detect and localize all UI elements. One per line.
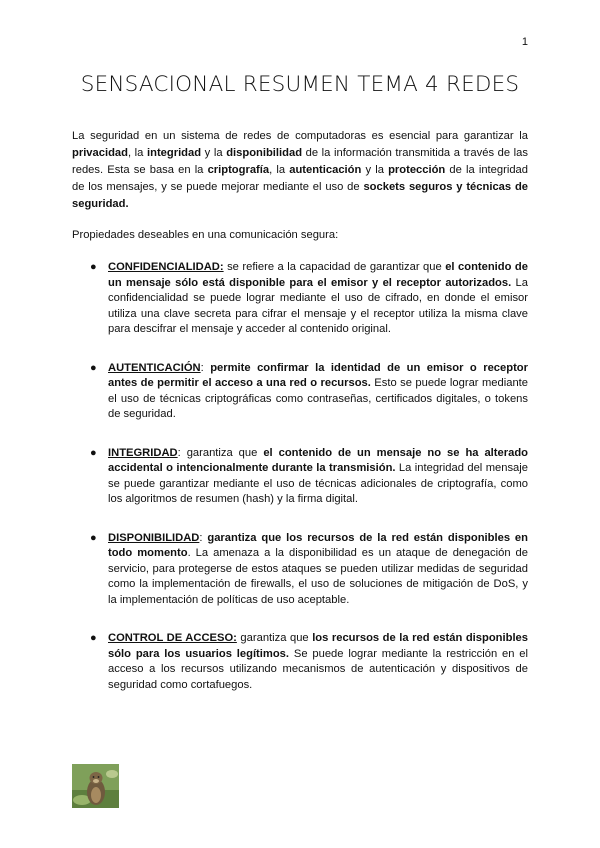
item-term: CONTROL DE ACCESO: xyxy=(108,632,237,644)
list-item-integridad xyxy=(90,446,528,508)
item-text: se refiere a la capacidad de garantizar que xyxy=(223,261,446,273)
item-term: CONFIDENCIALIDAD: xyxy=(108,261,224,273)
intro-keyword: integridad xyxy=(147,147,202,159)
bullet-icon: ● xyxy=(90,261,97,273)
list-item-autenticacion xyxy=(90,361,528,423)
marmot-thumbnail-image xyxy=(72,764,119,808)
bullet-icon: ● xyxy=(90,531,97,544)
item-bold-text: garantiza que los recursos de la red están disponibles en todo momento xyxy=(108,531,528,559)
bullet-icon: ● xyxy=(90,446,97,459)
list-item-control-de-acceso xyxy=(90,631,528,693)
properties-list xyxy=(90,260,528,716)
item-term: AUTENTICACIÓN xyxy=(108,361,201,374)
item-text: Se puede lograr mediante la restricción en el acceso a los recursos utilizando mecanismos de autenticación y dispositivos de seguridad como cortafuegos. xyxy=(108,647,529,691)
item-text: Esto se puede lograr mediante el uso de técnicas criptográficas como contraseñas, certificados digitales, o tokens de seguridad. xyxy=(108,377,528,420)
properties-heading: Propiedades deseables en una comunicación segura: xyxy=(72,229,339,241)
intro-keyword: privacidad xyxy=(72,147,128,159)
item-bold-text: el contenido de un mensaje sólo está disponible para el emisor y el receptor autorizados. xyxy=(108,261,528,289)
list-item-confidencialidad xyxy=(90,260,528,338)
item-text: : garantiza que xyxy=(177,446,264,459)
item-bold-text: permite confirmar la identidad de un emisor o receptor antes de permitir el acceso a una red o recursos. xyxy=(108,361,528,389)
intro-text: y la xyxy=(201,147,227,159)
item-text: La confidencialidad se puede lograr mediante el uso de cifrado, en donde el emisor utiliza una clave secreta para cifrar el mensaje y el receptor utiliza la misma clave para descifrar el mensaje y acceder al contenido original. xyxy=(108,276,528,335)
item-term: DISPONIBILIDAD xyxy=(108,531,200,544)
item-bold-text: el contenido de un mensaje no se ha alterado accidental o intencionalmente durante la transmisión. xyxy=(108,446,528,474)
intro-text: , la xyxy=(127,147,147,159)
item-text: : xyxy=(200,361,211,374)
intro-text: , la xyxy=(269,164,290,176)
page-number: 1 xyxy=(521,36,528,48)
intro-text: La seguridad en un sistema de redes de computadoras es esencial para garantizar la xyxy=(72,130,528,142)
intro-paragraph xyxy=(72,128,528,213)
intro-text: y la xyxy=(361,164,389,176)
intro-text: de la información transmitida a través de las redes. Esta se basa en la xyxy=(72,147,528,176)
item-text: La integridad del mensaje se puede garantizar mediante el uso de técnicas adicionales de criptografía, como los algoritmos de resumen (hash) y la firma digital. xyxy=(108,462,528,505)
item-text: garantiza que xyxy=(236,632,313,644)
list-item-disponibilidad xyxy=(90,531,528,609)
intro-keyword: disponibilidad xyxy=(226,147,303,159)
bullet-icon: ● xyxy=(90,361,97,374)
item-term: INTEGRIDAD xyxy=(108,446,178,459)
intro-keyword: autenticación xyxy=(289,164,362,176)
item-text: . La amenaza a la disponibilidad es un ataque de denegación de servicio, para protegerse de estos ataques se pueden utilizar medidas de seguridad como la implementación de firewalls, el uso de soluciones de mitigación de DoS, y la implementación de políticas de uso aceptable. xyxy=(108,547,528,606)
intro-keyword: protección xyxy=(388,164,446,176)
bullet-icon: ● xyxy=(90,632,97,644)
intro-text: de la integridad de los mensajes, y se puede mejorar mediante el uso de xyxy=(72,164,528,193)
item-text: : xyxy=(199,531,208,544)
intro-keyword: criptografía xyxy=(207,164,270,176)
page-title: SENSACIONAL RESUMEN TEMA 4 REDES xyxy=(80,72,520,97)
item-bold-text: los recursos de la red están disponibles sólo para los usuarios legítimos. xyxy=(108,632,528,660)
intro-keyword: sockets seguros y técnicas de seguridad. xyxy=(72,181,528,210)
